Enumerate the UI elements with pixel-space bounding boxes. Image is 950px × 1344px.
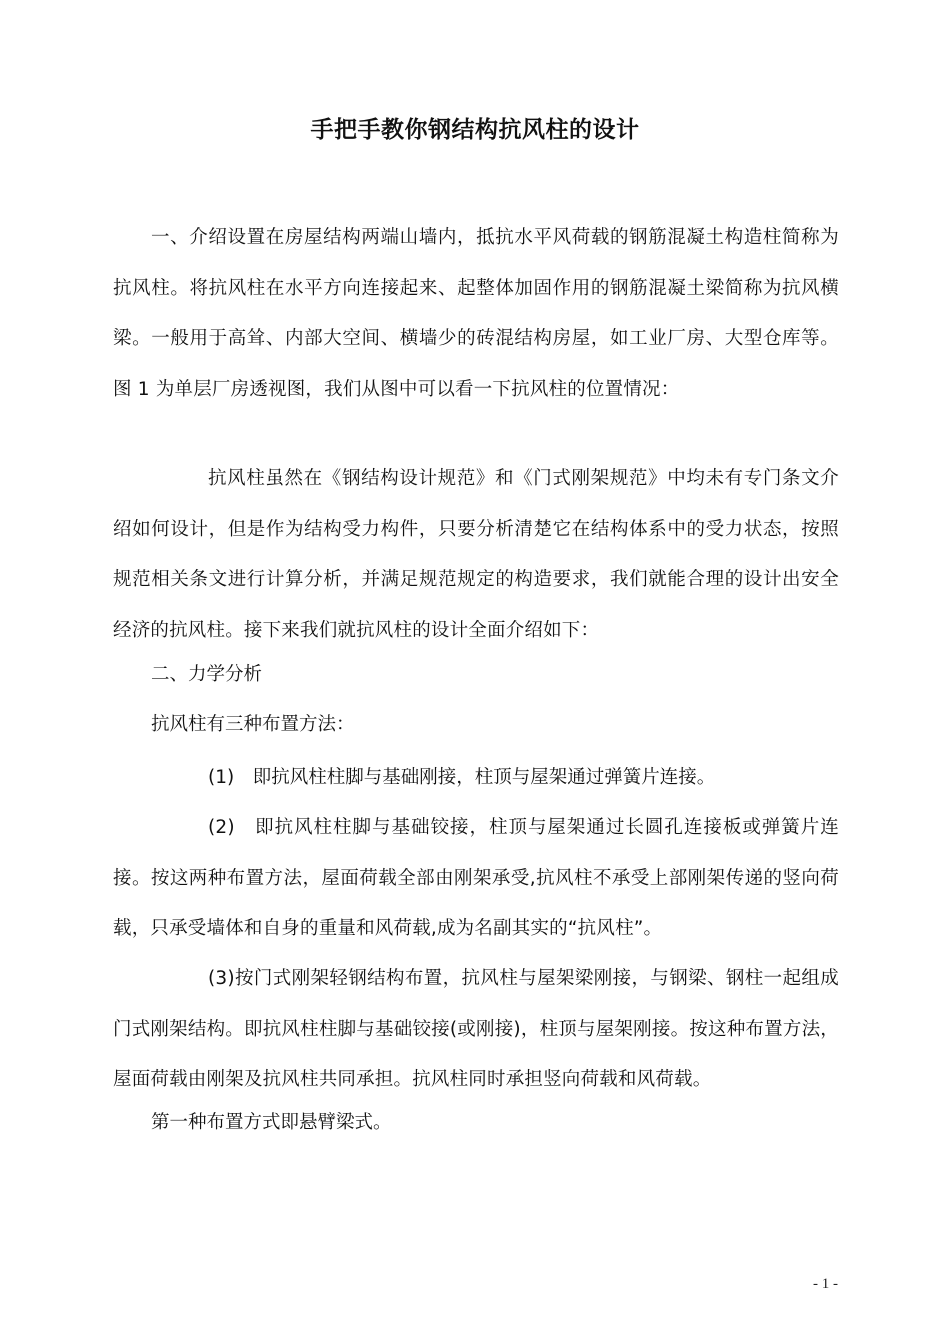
first-type-line: 第一种布置方式即悬臂梁式。	[151, 1112, 392, 1133]
intro-paragraph: 一、介绍设置在房屋结构两端山墙内，抵抗水平风荷载的钢筋混凝土构造柱简称为抗风柱。将抗风柱在水平方向连接起来、起整体加固作用的钢筋混凝土梁简称为抗风横梁。一般用于高耸、内部大空间、横墙少的砖混结构房屋，如工业厂房、大型仓库等。图 1 为单层厂房透视图，我们从图中可以看一下抗风柱的位置情况：	[113, 227, 839, 400]
layout-item-2: (2) 即抗风柱柱脚与基础铰接，柱顶与屋架通过长圆孔连接板或弹簧片连接。按这两种布置方法，屋面荷载全部由刚架承受,抗风柱不承受上部刚架传递的竖向荷载，只承受墙体和自身的重量和风荷载,成为名副其实的“抗风柱”。	[113, 817, 839, 939]
page-number: - 1 -	[813, 1276, 838, 1292]
section-heading-mechanics: 二、力学分析	[151, 664, 263, 685]
layouts-intro-line: 抗风柱有三种布置方法：	[151, 714, 355, 735]
layout-item-3: (3)按门式刚架轻钢结构布置，抗风柱与屋架梁刚接，与钢梁、钢柱一起组成门式刚架结构。即抗风柱柱脚与基础铰接(或刚接)，柱顶与屋架刚接。按这种布置方法，屋面荷载由刚架及抗风柱共同承担。抗风柱同时承担竖向荷载和风荷载。	[113, 968, 839, 1090]
layout-item-1: (1) 即抗风柱柱脚与基础刚接，柱顶与屋架通过弹簧片连接。	[208, 767, 716, 788]
spec-paragraph: 抗风柱虽然在《钢结构设计规范》和《门式刚架规范》中均未有专门条文介绍如何设计，但是作为结构受力构件，只要分析清楚它在结构体系中的受力状态，按照规范相关条文进行计算分析，并满足规范规定的构造要求，我们就能合理的设计出安全经济的抗风柱。接下来我们就抗风柱的设计全面介绍如下：	[113, 468, 839, 641]
document-title: 手把手教你钢结构抗风柱的设计	[310, 117, 640, 143]
